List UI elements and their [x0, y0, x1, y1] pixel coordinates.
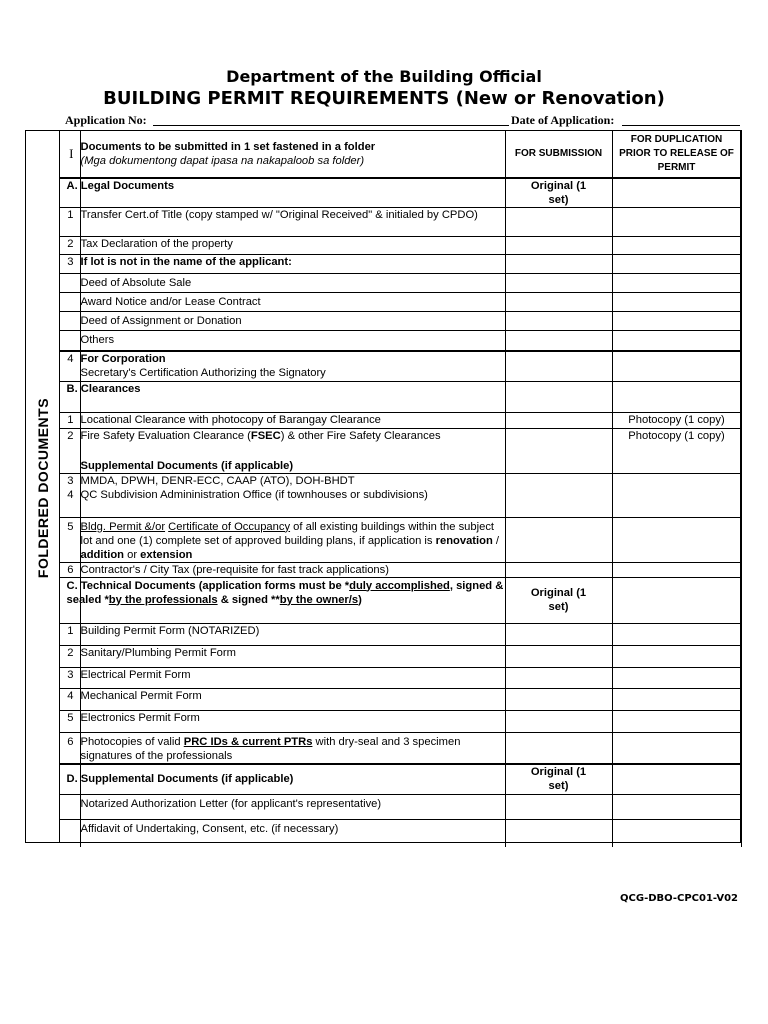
checkbox-cell[interactable]: [612, 562, 741, 577]
checkbox-cell[interactable]: [505, 208, 612, 237]
item-text: Locational Clearance with photocopy of Barangay Clearance: [80, 413, 505, 429]
item-number: 4: [60, 488, 80, 517]
checkbox-cell[interactable]: [612, 331, 741, 351]
checkbox-cell[interactable]: [612, 274, 741, 293]
item-number: 5: [60, 710, 80, 732]
table-row: [60, 488, 741, 517]
checkbox-cell[interactable]: [505, 688, 612, 710]
item-number: 6: [60, 732, 80, 764]
table-row: [60, 237, 741, 255]
checkbox-cell[interactable]: [612, 645, 741, 667]
checkbox-cell[interactable]: [505, 474, 612, 489]
table-row: [60, 517, 741, 562]
checkbox-cell[interactable]: [505, 623, 612, 645]
checkbox-cell[interactable]: [505, 274, 612, 293]
section-b-title: B. Clearances: [80, 382, 505, 413]
table-row: [60, 732, 741, 764]
table-row: [60, 312, 741, 331]
section-a-row: [60, 178, 741, 208]
duplication-column-header: FOR DUPLICATION PRIOR TO RELEASE OF PERMIT: [612, 130, 741, 178]
checkbox-cell[interactable]: [612, 688, 741, 710]
checkbox-cell[interactable]: [505, 517, 612, 562]
table-row: [60, 274, 741, 293]
table-row: [60, 351, 741, 366]
application-line: [65, 113, 740, 127]
section-c-row: [60, 577, 741, 623]
checkbox-cell[interactable]: [612, 312, 741, 331]
checkbox-cell[interactable]: [505, 382, 612, 413]
supplemental-heading: Supplemental Documents (if applicable): [80, 459, 505, 474]
checkbox-cell[interactable]: [612, 255, 741, 274]
table-row: [60, 413, 741, 429]
item-text: For Corporation: [80, 351, 505, 366]
table-row: [60, 645, 741, 667]
checkbox-cell[interactable]: [612, 732, 741, 764]
checkbox-cell[interactable]: [612, 351, 741, 366]
item-text: Contractor's / City Tax (pre-requisite for fast track applications): [80, 562, 505, 577]
checkbox-cell[interactable]: [612, 623, 741, 645]
checkbox-cell[interactable]: [612, 459, 741, 474]
checkbox-cell[interactable]: [612, 382, 741, 413]
checkbox-cell[interactable]: [612, 517, 741, 562]
item-number: 3: [60, 667, 80, 688]
checkbox-cell[interactable]: [612, 178, 741, 208]
item-text: MMDA, DPWH, DENR-ECC, CAAP (ATO), DOH-BHDT: [80, 474, 505, 489]
checkbox-cell[interactable]: [612, 237, 741, 255]
item-text: Mechanical Permit Form: [80, 688, 505, 710]
checkbox-cell[interactable]: [612, 208, 741, 237]
section-d-row: [60, 764, 741, 794]
item-number: 4: [60, 351, 80, 366]
checkbox-cell[interactable]: [505, 351, 612, 366]
checkbox-cell[interactable]: [612, 764, 741, 794]
table-row: [60, 255, 741, 274]
checkbox-cell[interactable]: [612, 474, 741, 489]
table-row: [60, 623, 741, 645]
checkbox-cell[interactable]: [612, 488, 741, 517]
item-number: 6: [60, 562, 80, 577]
section-a-title: A. Legal Documents: [80, 178, 505, 208]
table-header-row: [60, 130, 741, 178]
date-of-application-label: Date of Application:: [511, 113, 615, 127]
section-a-submission: Original (1 set): [505, 178, 612, 208]
item-text: Tax Declaration of the property: [80, 237, 505, 255]
checkbox-cell[interactable]: [505, 312, 612, 331]
checkbox-cell[interactable]: [505, 413, 612, 429]
checkbox-cell[interactable]: [505, 366, 612, 382]
table-row: [60, 819, 741, 847]
checkbox-cell[interactable]: [612, 819, 741, 847]
checkbox-cell[interactable]: [505, 732, 612, 764]
item-text: Deed of Assignment or Donation: [80, 312, 505, 331]
checkbox-cell[interactable]: [612, 366, 741, 382]
table-row: [60, 794, 741, 819]
checkbox-cell[interactable]: [505, 237, 612, 255]
department-heading: Department of the Building Official: [226, 67, 542, 86]
item-text: Sanitary/Plumbing Permit Form: [80, 645, 505, 667]
checkbox-cell[interactable]: [612, 710, 741, 732]
table-row: [60, 474, 741, 489]
item-text: Affidavit of Undertaking, Consent, etc. (if necessary): [80, 819, 505, 847]
checkbox-cell[interactable]: [505, 794, 612, 819]
item-number: 5: [60, 517, 80, 562]
section-c-submission: Original (1 set): [505, 577, 612, 623]
table-row: [60, 208, 741, 237]
item-number: 1: [60, 413, 80, 429]
table-row: [60, 366, 741, 382]
checkbox-cell[interactable]: [612, 577, 741, 623]
checkbox-cell[interactable]: [612, 293, 741, 312]
section-b-row: [60, 382, 741, 413]
table-row: [60, 429, 741, 459]
checkbox-cell[interactable]: [505, 645, 612, 667]
table-row: [60, 667, 741, 688]
item-text: Others: [80, 331, 505, 351]
item-number: 1: [60, 623, 80, 645]
form-code: QCG-DBO-CPC01-V02: [620, 893, 738, 904]
table-row: [60, 688, 741, 710]
checkbox-cell[interactable]: [505, 255, 612, 274]
item-text: Bldg. Permit &/or Certificate of Occupancy of all existing buildings within the subject lot and one (1) complete set of approved building plans, if application is renovation / addition or extension: [80, 517, 505, 562]
checkbox-cell[interactable]: [612, 794, 741, 819]
requirements-table: [60, 130, 742, 847]
item-text: Fire Safety Evaluation Clearance (FSEC) & other Fire Safety Clearances: [80, 429, 505, 459]
submission-column-header: FOR SUBMISSION: [505, 130, 612, 178]
foldered-documents-label: FOLDERED DOCUMENTS: [35, 397, 51, 579]
item-text: Photocopies of valid PRC IDs & current PTRs with dry-seal and 3 specimen signatures of the professionals: [80, 732, 505, 764]
item-text: Award Notice and/or Lease Contract: [80, 293, 505, 312]
table-row: [60, 710, 741, 732]
checkbox-cell[interactable]: [505, 562, 612, 577]
table-row: [60, 293, 741, 312]
checkbox-cell[interactable]: [505, 459, 612, 474]
date-of-application-field[interactable]: [622, 125, 740, 126]
item-number: 2: [60, 645, 80, 667]
item-number: 1: [60, 208, 80, 237]
item-number: 3: [60, 255, 80, 274]
item-number: 2: [60, 429, 80, 459]
duplication-note: Photocopy (1 copy): [612, 429, 741, 459]
item-text: Electronics Permit Form: [80, 710, 505, 732]
section-d-submission: Original (1 set): [505, 764, 612, 794]
checkbox-cell[interactable]: [505, 667, 612, 688]
item-text: Deed of Absolute Sale: [80, 274, 505, 293]
page-title: BUILDING PERMIT REQUIREMENTS (New or Renovation): [103, 88, 665, 109]
item-number: 4: [60, 688, 80, 710]
duplication-note: Photocopy (1 copy): [612, 413, 741, 429]
table-row: [60, 459, 741, 474]
item-number: 3: [60, 474, 80, 489]
item-text: Secretary's Certification Authorizing the Signatory: [80, 366, 505, 382]
section-d-title: D. Supplemental Documents (if applicable): [80, 764, 505, 794]
table-row: [60, 562, 741, 577]
checkbox-cell[interactable]: [505, 710, 612, 732]
table-row: [60, 331, 741, 351]
checkbox-cell[interactable]: [505, 488, 612, 517]
item-text: Transfer Cert.of Title (copy stamped w/ "Original Received" & initialed by CPDO): [80, 208, 505, 237]
application-no-label: Application No:: [65, 113, 147, 127]
checkbox-cell[interactable]: [505, 429, 612, 459]
header-description: [80, 130, 505, 178]
checkbox-cell[interactable]: [612, 667, 741, 688]
checkbox-cell[interactable]: [505, 819, 612, 847]
item-text: If lot is not in the name of the applicant:: [80, 255, 505, 274]
checkbox-cell[interactable]: [505, 293, 612, 312]
item-number: 2: [60, 237, 80, 255]
item-text: Electrical Permit Form: [80, 667, 505, 688]
item-text: QC Subdivision Admininistration Office (if townhouses or subdivisions): [80, 488, 505, 517]
header-title: Documents to be submitted in 1 set fastened in a folder: [80, 140, 376, 153]
application-no-field[interactable]: [153, 125, 509, 126]
item-text: Notarized Authorization Letter (for applicant's representative): [80, 794, 505, 819]
header-subtitle: (Mga dokumentong dapat ipasa na nakapaloob sa folder): [80, 154, 365, 167]
item-text: Building Permit Form (NOTARIZED): [80, 623, 505, 645]
checkbox-cell[interactable]: [505, 331, 612, 351]
roman-numeral: I: [60, 130, 80, 178]
section-c-title: C. Technical Documents (application forms must be *duly accomplished, signed & sealed *by the professionals & signed **by the owner/s): [80, 577, 505, 623]
